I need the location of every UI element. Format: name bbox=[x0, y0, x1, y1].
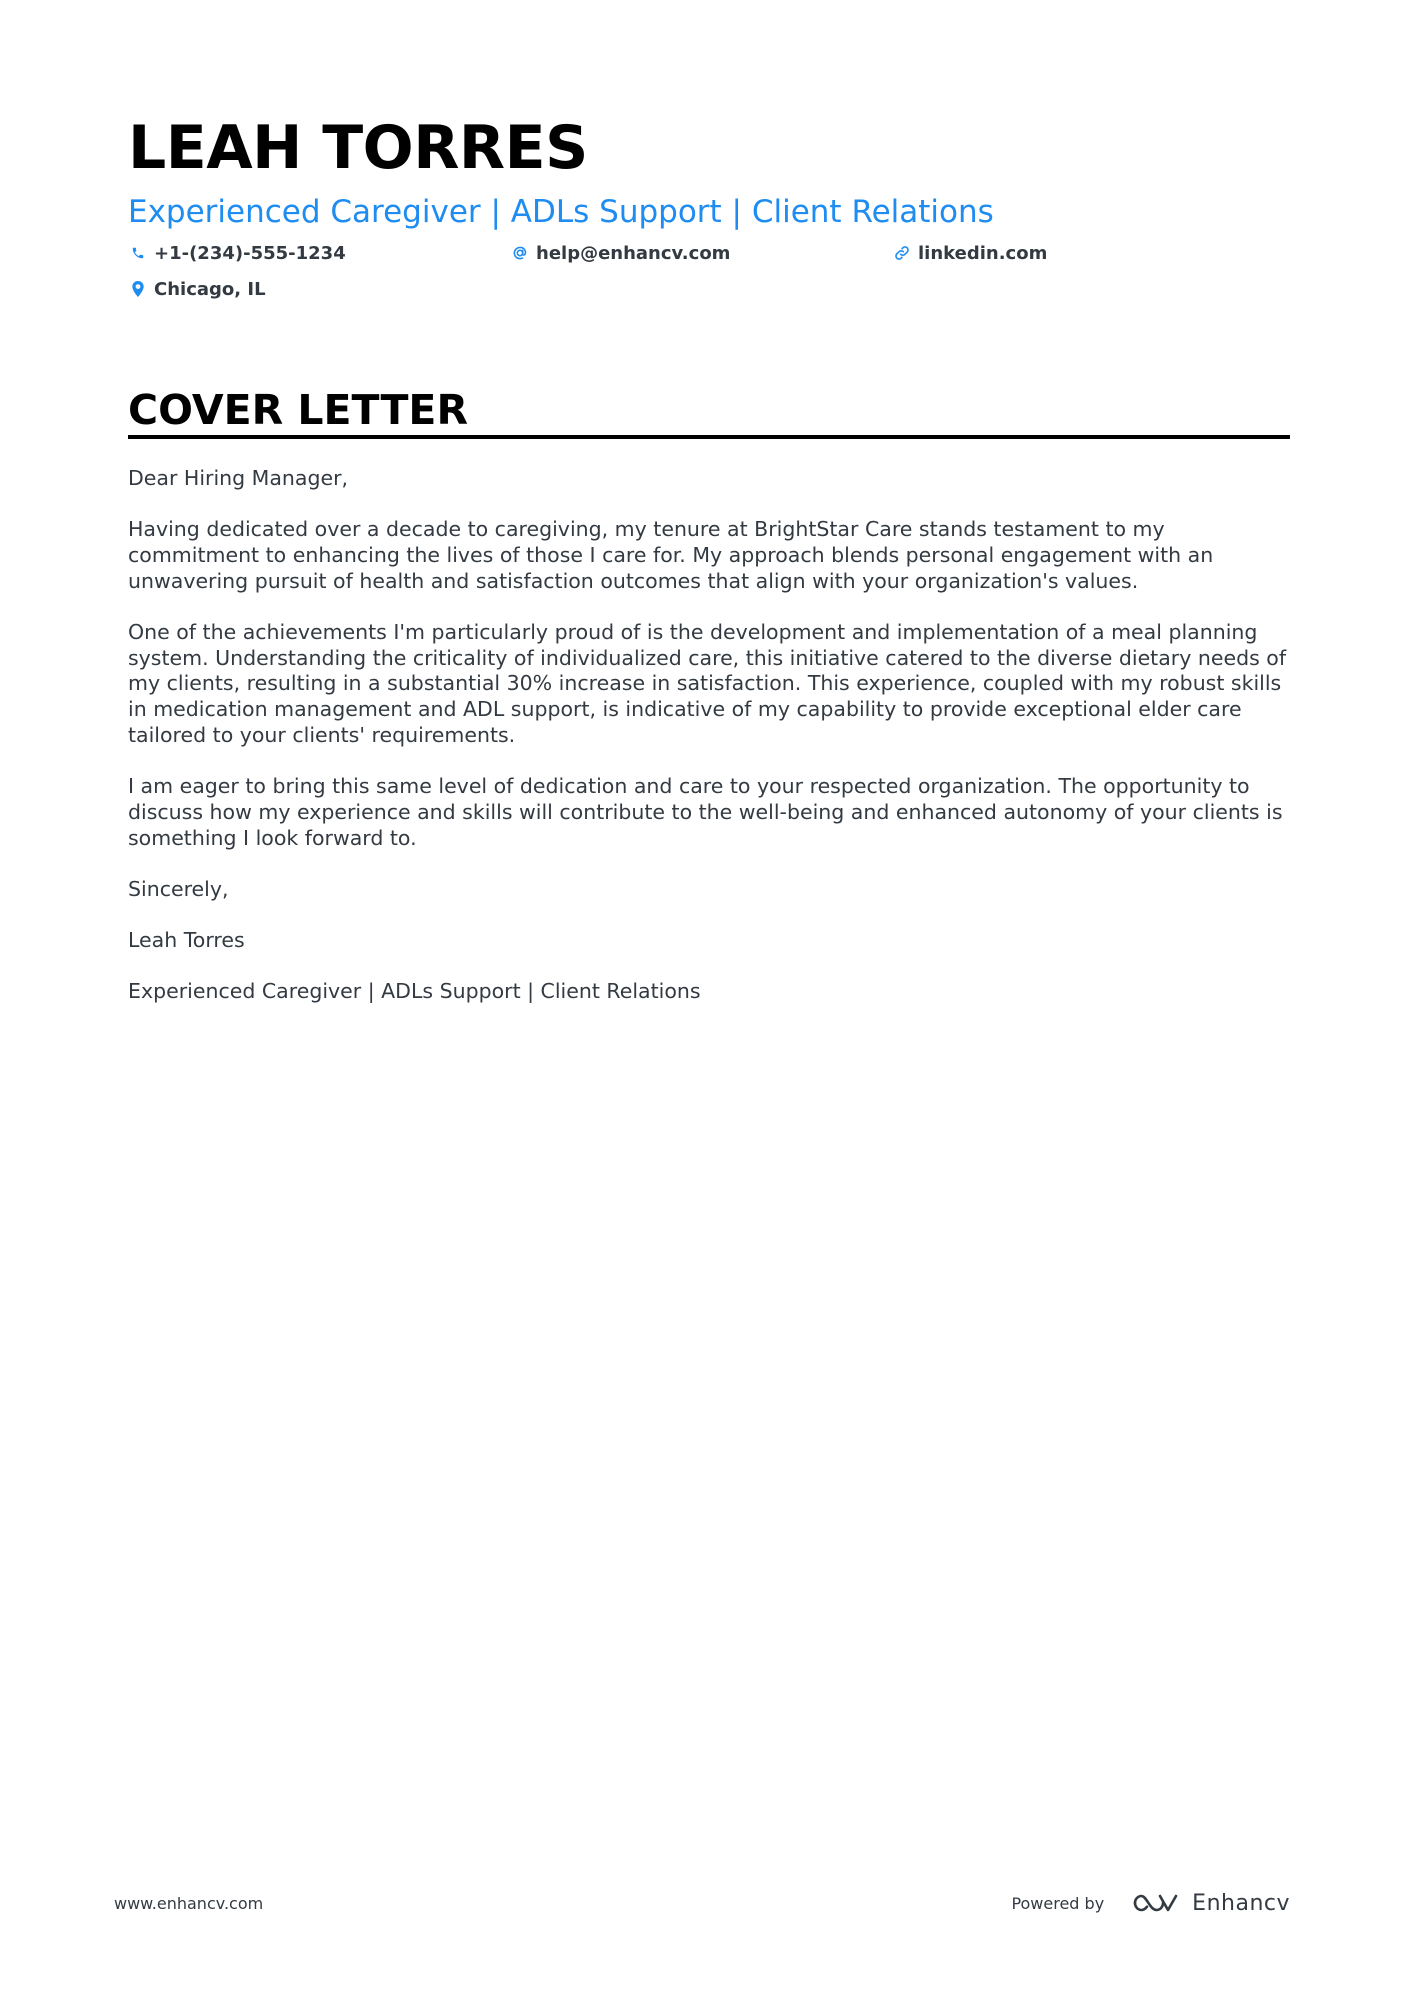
contact-email bbox=[510, 238, 730, 268]
letter-paragraph: Having dedicated over a decade to caregiving, my tenure at BrightStar Care stands testament to my commitment to enhancing the lives of those I care for. My approach blends personal engagement with an unwavering pursuit of health and satisfaction outcomes that align with your organization's values. bbox=[128, 517, 1214, 593]
letter-closing: Sincerely, bbox=[128, 876, 229, 901]
letter-signature-title: Experienced Caregiver | ADLs Support | Client Relations bbox=[128, 979, 701, 1004]
letter-greeting: Dear Hiring Manager, bbox=[128, 466, 349, 490]
at-icon bbox=[510, 243, 530, 263]
enhancv-logo-icon bbox=[1132, 1891, 1178, 1915]
candidate-headline: Experienced Caregiver | ADLs Support | Client Relations bbox=[128, 194, 994, 230]
contact-location-text: Chicago, IL bbox=[154, 278, 266, 300]
section-title: COVER LETTER bbox=[128, 386, 469, 434]
contact-linkedin bbox=[892, 238, 1047, 268]
section-divider bbox=[128, 435, 1290, 439]
letter-signature: Leah Torres bbox=[128, 928, 245, 953]
contact-phone-text: +1-(234)-555-1234 bbox=[154, 242, 346, 264]
contact-phone bbox=[128, 238, 346, 268]
letter-paragraph: One of the achievements I'm particularly proud of is the development and implementation of a meal planning system. Understanding the criticality of individualized care, this initiative catered to the diverse dietary needs of my clients, resulting in a substantial 30% increase in satisfaction. This experience, coupled with my robust skills in medication management and ADL support, is indicative of my capability to provide exceptional elder care tailored to your clients' requirements. bbox=[128, 620, 1287, 747]
contact-location bbox=[128, 274, 266, 304]
contact-email-text[interactable]: help@enhancv.com bbox=[536, 242, 731, 264]
letter-body bbox=[128, 466, 1293, 1031]
contact-linkedin-text[interactable]: linkedin.com bbox=[918, 242, 1048, 264]
phone-icon bbox=[128, 243, 148, 263]
candidate-name: LEAH TORRES bbox=[128, 113, 588, 183]
link-icon bbox=[892, 243, 912, 263]
footer-powered-by bbox=[1011, 1886, 1290, 1920]
powered-by-label: Powered by bbox=[1011, 1893, 1105, 1913]
footer-website[interactable]: www.enhancv.com bbox=[114, 1894, 264, 1913]
letter-paragraph: I am eager to bring this same level of dedication and care to your respected organization. The opportunity to discuss how my experience and skills will contribute to the well-being and enhanced autonomy of your clients is something I look forward to. bbox=[128, 774, 1283, 850]
location-pin-icon bbox=[128, 279, 148, 299]
brand-name: Enhancv bbox=[1192, 1890, 1290, 1916]
